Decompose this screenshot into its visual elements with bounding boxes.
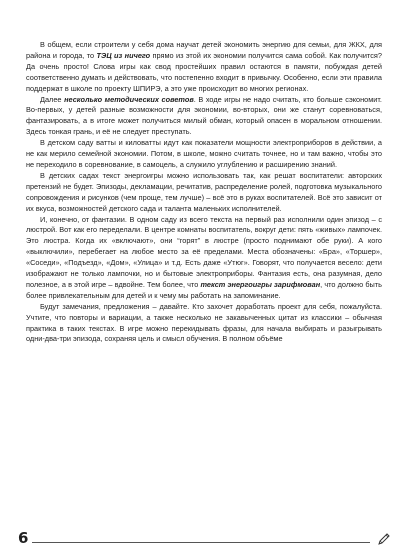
page-footer: [18, 526, 392, 546]
paragraph-1-text: В общем, если строители у себя дома научат детей экономить энергию для семьи, для ЖКХ, для района и города, то: [26, 40, 382, 60]
body-text: [26, 40, 382, 345]
paragraph-5-text-end: , что должно быть более привлекательным для детей и к чему мы работать на запоминание.: [26, 279, 382, 300]
footer-rule: [32, 542, 370, 543]
paragraph-1-text-end: прямо из этой их экономии получится сама собой. Как получится? Да очень просто! Слова игры как свод простейших правил остаются в памяти, побуждая детей соответственно думать и действовать, что постепенно входит в привычку. Особенно, если эти правила поддержат в школе по проекту ШПИРЭ, а это уже происходит во многих регионах.: [26, 50, 382, 93]
page-number: 6: [18, 529, 29, 547]
paragraph-1: [26, 40, 382, 95]
paragraph-5: [26, 215, 382, 302]
paragraph-5-text: И, конечно, от фантазии. В одном саду из всего текста на первый раз исполнили один эпизод – с люстрой. Вот как его переделали. В центре комнаты воспитатель, вокруг дети: пять «живых» лампочек. Это люстра. Когда их «включают», они “горят” в люстре (просто поднимают обе руки). А кого «выключили», перебегает на любое место за её пределами. Места обозначены: «Бра», «Торшер», «Соседи», «Подъезд», «Дом», «Улица» и т.д. Есть даже «Утюг». Говорят, что получается весело: дети изображают не только лампочки, но и бытовые электроприборы. Фантазия есть, она разумная, дело полезное, а в этой игре – вдвойне. Тем более, что: [26, 214, 382, 289]
paragraph-6: Будут замечания, предложения – давайте. Кто захочет доработать проект для себя, пожалуйста. Учтите, что повторы и вариации, а также несколько не закавыченных цитат из классики – обычная практика в таких текстах. В игре можно перекидывать фразы, для начала выбирать и разыгрывать одни-два-три эпизода, сохраняя цель и смысл обучения. В полном объёме: [26, 301, 382, 344]
paragraph-1-emphasis: ТЭЦ из ничего: [96, 50, 151, 60]
paragraph-2-text: Далее: [40, 94, 65, 104]
paragraph-2-emphasis: несколько методических советов: [64, 94, 194, 104]
pencil-icon: [376, 532, 392, 546]
paragraph-3: В детском саду ватты и киловатты идут как показатели мощности электроприборов в действии, а не как мерило семейной экономии. Потом, в школе, можно считать точнее, но и там важно, чтобы это не переходило в соревнование, в самоцель, а служило углублению и расширению знаний.: [26, 138, 382, 169]
paragraph-2: [26, 95, 382, 139]
paragraph-2-text-end: . В ходе игры не надо считать, кто больше сэкономит. Во-первых, у детей разные возможности для экономии, во-вторых, они же станут соревноваться, фантазировать, а в итоге может получиться милый обман, который опасен в моральном отношении. Здесь тонкая грань, и её не следует преступать.: [26, 94, 382, 137]
paragraph-5-emphasis: текст энергоигры зарифмован: [200, 279, 321, 289]
paragraph-4: В детских садах текст энергоигры можно использовать так, как решат воспитатели: авторских претензий не будет. Эпизоды, декламации, речитатив, распределение ролей, подготовка музыкального сопровождения и рисунков (чем проще, тем лучше) – всё это в руках воспитателей. Всё это зависит от их вкуса, возможностей детского сада и таланта маленьких исполнителей.: [26, 170, 382, 213]
